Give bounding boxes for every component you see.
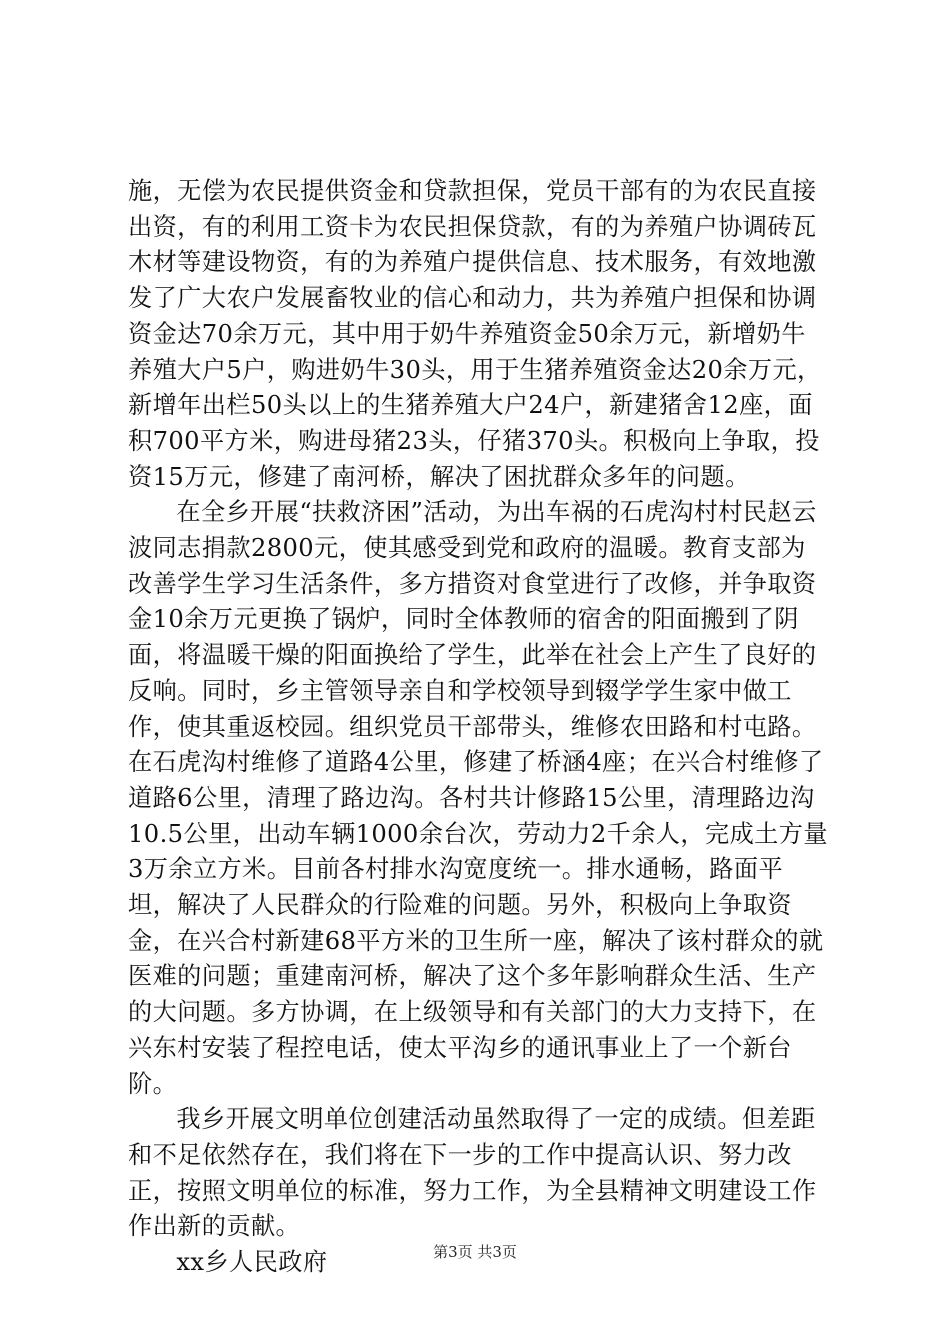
page-footer: 第3页 共3页 (433, 1243, 517, 1261)
paragraph-continuation: 施，无偿为农民提供资金和贷款担保，党员干部有的为农民直接出资，有的利用工资卡为农民担保贷款，有的为养殖户协调砖瓦木材等建设物资，有的为养殖户提供信息、技术服务，有效地激发了广大农户发展畜牧业的信心和动力，共为养殖户担保和协调资金达70余万元，其中用于奶牛养殖资金50余万元，新增奶牛养殖大户5户，购进奶牛30头，用于生猪养殖资金达20余万元，新增年出栏50头以上的生猪养殖大户24户，新建猪舍12座，面积700平方米，购进母猪23头，仔猪370头。积极向上争取，投资15万元，修建了南河桥，解决了困扰群众多年的问题。 (128, 177, 822, 491)
paragraph-conclusion: 我乡开展文明单位创建活动虽然取得了一定的成绩。但差距和不足依然存在，我们将在下一步的工作中提高认识、努力改正，按照文明单位的标准，努力工作，为全县精神文明建设工作作出新的贡献。 (128, 1105, 817, 1241)
signature-line: xx乡人民政府 (176, 1248, 328, 1277)
paragraph-activities: 在全乡开展“扶救济困”活动，为出车祸的石虎沟村村民赵云波同志捐款2800元，使其感受到党和政府的温暖。教育支部为改善学生学习生活条件，多方措资对食堂进行了改修，并争取资金10余万元更换了锅炉，同时全体教师的宿舍的阳面搬到了阴面，将温暖干燥的阳面换给了学生，此举在社会上产生了良好的反响。同时，乡主管领导亲自和学校领导到辍学学生家中做工作，使其重返校园。组织党员干部带头，维修农田路和村屯路。在石虎沟村维修了道路4公里，修建了桥涵4座；在兴合村维修了道路6公里，清理了路边沟。各村共计修路15公里，清理路边沟10.5公里，出动车辆1000余台次，劳动力2千余人，完成土方量3万余立方米。目前各村排水沟宽度统一。排水通畅，路面平坦，解决了人民群众的行险难的问题。另外，积极向上争取资金，在兴合村新建68平方米的卫生所一座，解决了该村群众的就医难的问题；重建南河桥，解决了这个多年影响群众生活、生产的大问题。多方协调，在上级领导和有关部门的大力支持下，在兴东村安装了程控电话，使太平沟乡的通讯事业上了一个新台阶。 (128, 498, 828, 1098)
document-body (128, 174, 828, 1281)
